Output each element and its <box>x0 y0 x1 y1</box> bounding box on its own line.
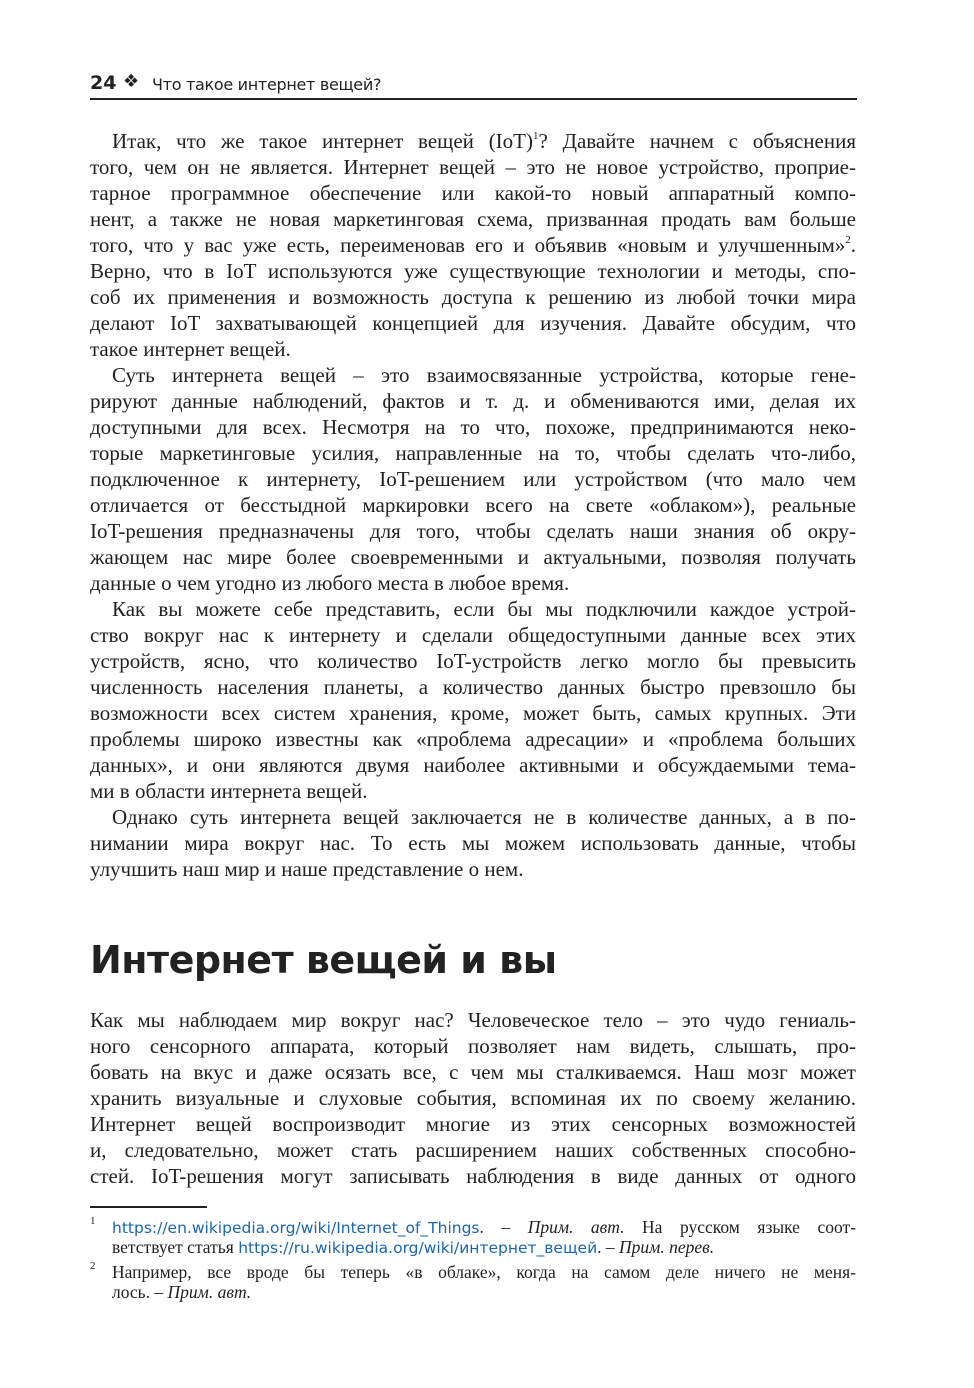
text-line: такое интернет вещей. <box>90 337 291 361</box>
running-header <box>90 70 857 100</box>
text-line: Суть интернета вещей – это взаимосвязанные устройства, которые гене- <box>112 363 856 387</box>
paragraph-4 <box>90 804 856 882</box>
text-line: доступными для всех. Несмотря на то что, похоже, предпринимаются неко- <box>90 415 856 439</box>
text-line: делают IoT захватывающей концепцией для изучения. Давайте обсудим, что <box>90 311 856 335</box>
footnote-number: 1 <box>90 1215 96 1227</box>
text-line: IoT-решения предназначены для того, чтобы сделать наши знания об окру- <box>90 519 856 543</box>
text: . – <box>479 1217 528 1237</box>
footnote-1 <box>90 1217 856 1257</box>
text-line: ного сенсорного аппарата, который позволяет нам видеть, слышать, про- <box>90 1034 856 1058</box>
text-line: подключенное к интернету, IoT-решением или устройством (что мало чем <box>90 467 856 491</box>
text-line: данные о чем угодно из любого места в любое время. <box>90 571 570 595</box>
text-line: ство вокруг нас к интернету и сделали общедоступными данные всех этих <box>90 623 856 647</box>
wikipedia-en-link[interactable]: https://en.wikipedia.org/wiki/Internet_of_Things <box>112 1219 480 1237</box>
text-line: того, чем он не является. Интернет вещей – это не новое устройство, проприе- <box>90 155 856 179</box>
text-line <box>112 1217 856 1237</box>
paragraph-3 <box>90 596 856 804</box>
footnote-number: 2 <box>90 1260 96 1272</box>
text-line <box>112 1282 856 1302</box>
text-line: хранить визуальные и слуховые события, вспоминая их по своему желанию. <box>90 1086 856 1110</box>
text-line: торые маркетинговые усилия, направленные на то, чтобы сделать что-либо, <box>90 441 856 465</box>
text: Итак, что же такое интернет вещей (IoT) <box>112 129 533 153</box>
paragraph-2 <box>90 362 856 596</box>
page-number: 24 <box>90 72 117 94</box>
section-body <box>90 1007 856 1189</box>
text: того, что у вас уже есть, переименовав его и объявив «новым и улучшенным» <box>90 233 846 257</box>
text: ? Давайте начнем с объяснения <box>538 129 856 153</box>
text-line: соб их применения и возможность доступа к решению из любой точки мира <box>90 285 856 309</box>
text-line: жающем нас мире более своевременными и актуальными, позволяя получать <box>90 545 856 569</box>
paragraph-1 <box>90 128 856 362</box>
text-line: устройств, ясно, что количество IoT-устройств легко могло бы превысить <box>90 649 856 673</box>
text-line: и, следовательно, может стать расширением наших собственных способно- <box>90 1138 856 1162</box>
note-label: Прим. авт. <box>527 1217 625 1237</box>
text-line: улучшить наш мир и наше представление о нем. <box>90 857 524 881</box>
text-line: данных», и они являются двумя наиболее активными и обсуждаемыми тема- <box>90 753 856 777</box>
body-text <box>90 128 856 882</box>
text-line: Как вы можете себе представить, если бы мы подключили каждое устрой- <box>112 597 856 621</box>
text-line: стей. IoT-решения могут записывать наблюдения в виде данных от одного <box>90 1164 856 1188</box>
text-line: Например, все вроде бы теперь «в облаке», когда на самом деле ничего не меня- <box>112 1262 856 1282</box>
text-line: тарное программное обеспечение или какой-то новый аппаратный компо- <box>90 181 856 205</box>
text: . <box>850 233 856 257</box>
footnotes <box>90 1217 856 1302</box>
text-line <box>90 232 856 258</box>
text-line: Как мы наблюдаем мир вокруг нас? Человеческое тело – это чудо гениаль- <box>90 1008 856 1032</box>
text-line: численность населения планеты, а количество данных быстро превзошло бы <box>90 675 856 699</box>
text-line: ми в области интернета вещей. <box>90 779 368 803</box>
text-line: проблемы широко известны как «проблема адресации» и «проблема больших <box>90 727 856 751</box>
section-heading: Интернет вещей и вы <box>90 938 557 982</box>
text-line: Верно, что в IoT используются уже существующие технологии и методы, спо- <box>90 259 856 283</box>
footnote-ref[interactable]: 1 <box>533 130 539 142</box>
ornament-icon: ❖ <box>123 71 140 92</box>
text-line: Интернет вещей воспроизводит многие из этих сенсорных возможностей <box>90 1112 856 1136</box>
text-line: возможности всех систем хранения, кроме, может быть, самых крупных. Эти <box>90 701 856 725</box>
footnote-ref[interactable]: 2 <box>845 234 851 246</box>
text-line: бовать на вкус и даже осязать все, с чем мы сталкиваемся. Наш мозг может <box>90 1060 856 1084</box>
text-line: отличается от бесстыдной маркировки всего на свете «облаком»), реальные <box>90 493 856 517</box>
text: На русском языке соот- <box>624 1217 856 1237</box>
text-line: Однако суть интернета вещей заключается не в количестве данных, а в по- <box>112 805 856 829</box>
text-line <box>90 128 856 154</box>
text-line: нент, а также не новая маркетинговая схема, призванная продать вам больше <box>90 207 856 231</box>
text: лось. – <box>112 1282 168 1302</box>
note-label: Прим. авт. <box>167 1282 252 1302</box>
paragraph-5 <box>90 1007 856 1189</box>
footnote-2 <box>90 1262 856 1302</box>
text: ветствует статья <box>112 1237 239 1257</box>
text: . – <box>597 1237 620 1257</box>
text-line: нимании мира вокруг нас. То есть мы можем использовать данные, чтобы <box>90 831 856 855</box>
running-title: Что такое интернет вещей? <box>152 75 382 94</box>
text-line: рируют данные наблюдений, фактов и т. д. и обмениваются ими, делая их <box>90 389 856 413</box>
text-line <box>112 1237 856 1257</box>
footnote-divider <box>90 1206 207 1208</box>
wikipedia-ru-link[interactable]: https://ru.wikipedia.org/wiki/интернет_вещей <box>238 1239 598 1257</box>
note-label: Прим. перев. <box>619 1237 715 1257</box>
